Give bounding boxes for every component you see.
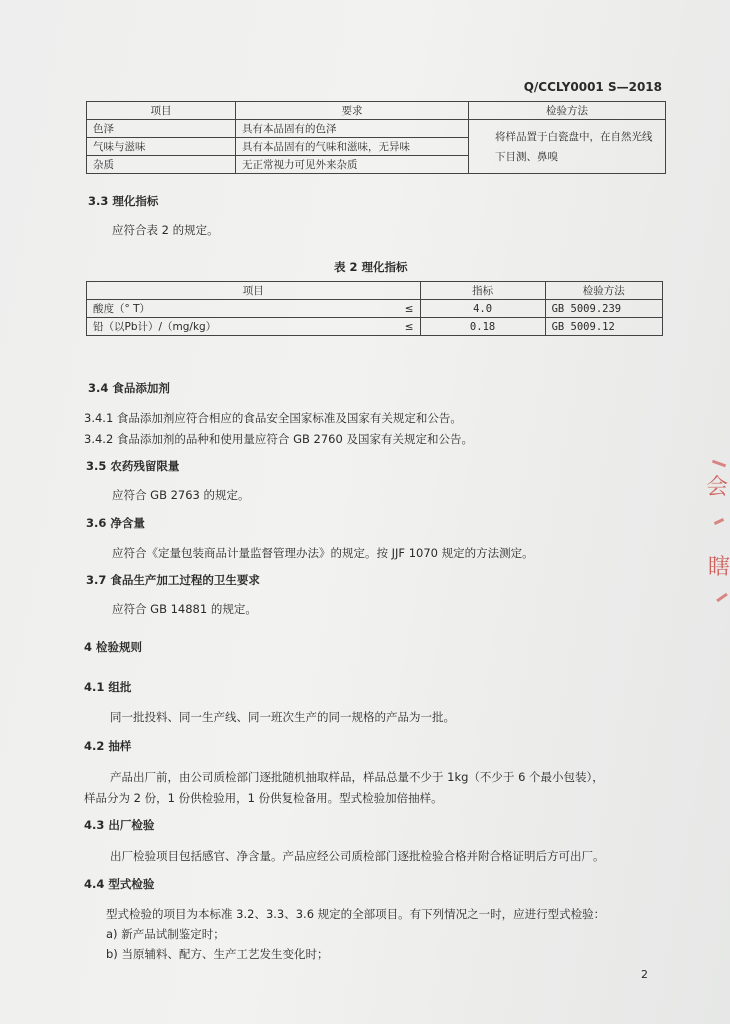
cell-requirement: 具有本品固有的色泽 [236, 120, 469, 138]
cell-item: 气味与滋味 [87, 138, 236, 156]
section-heading: 3.3 理化指标 [88, 194, 159, 208]
col-header-requirement: 要求 [236, 102, 469, 120]
cell-limit: 4.0 [420, 300, 545, 318]
table-title: 表 2 理化指标 [334, 260, 408, 274]
cell-method: 将样品置于白瓷盘中，在自然光线下目测、鼻嗅 [469, 120, 666, 174]
paragraph: 同一批投料、同一生产线、同一班次生产的同一规格的产品为一批。 [110, 710, 455, 724]
section-heading: 3.4 食品添加剂 [88, 381, 170, 395]
col-header-item: 项目 [87, 102, 236, 120]
stamp-char: 会 [706, 475, 729, 500]
col-header-method: 检验方法 [545, 282, 662, 300]
paragraph: 产品出厂前，由公司质检部门逐批随机抽取样品，样品总量不少于 1kg（不少于 6 个最小包装）， [110, 770, 604, 784]
section-heading: 4.2 抽样 [84, 739, 132, 753]
section-heading: 4.4 型式检验 [84, 877, 155, 891]
section-heading: 4 检验规则 [84, 640, 143, 654]
cell-item: 铅（以Pb计）/（mg/kg） [87, 318, 392, 336]
cell-method: GB 5009.12 [545, 318, 662, 336]
stamp-mark [712, 460, 726, 468]
paragraph: 型式检验的项目为本标准 3.2、3.3、3.6 规定的全部项目。有下列情况之一时，应进行型式检验： [106, 907, 606, 921]
paragraph: 出厂检验项目包括感官、净含量。产品应经公司质检部门逐批检验合格并附合格证明后方可出厂。 [110, 849, 605, 863]
cell-requirement: 无正常视力可见外来杂质 [236, 156, 469, 174]
col-header-method: 检验方法 [469, 102, 666, 120]
cell-item: 杂质 [87, 156, 236, 174]
section-heading: 4.3 出厂检验 [84, 818, 155, 832]
col-header-item: 项目 [87, 282, 421, 300]
section-heading: 4.1 组批 [84, 680, 132, 694]
stamp-mark [714, 518, 724, 525]
paragraph: 应符合 GB 2763 的规定。 [112, 488, 250, 502]
paragraph: 样品分为 2 份，1 份供检验用，1 份供复检备用。型式检验加倍抽样。 [84, 791, 443, 805]
physicochemical-table [86, 281, 663, 336]
section-heading: 3.7 食品生产加工过程的卫生要求 [86, 573, 260, 587]
paragraph: 应符合《定量包装商品计量监督管理办法》的规定。按 JJF 1070 规定的方法测定。 [112, 546, 534, 560]
paragraph: 应符合表 2 的规定。 [112, 223, 219, 237]
paragraph: 应符合 GB 14881 的规定。 [112, 602, 257, 616]
list-item: b) 当原辅料、配方、生产工艺发生变化时； [106, 947, 329, 961]
cell-item: 色泽 [87, 120, 236, 138]
cell-symbol: ≤ [392, 300, 421, 318]
list-item: a) 新产品试制鉴定时； [106, 927, 225, 941]
paragraph: 3.4.2 食品添加剂的品种和使用量应符合 GB 2760 及国家有关规定和公告。 [84, 432, 473, 446]
sensory-table [86, 101, 666, 174]
section-heading: 3.5 农药残留限量 [86, 459, 180, 473]
standard-code: Q/CCLY0001 S—2018 [523, 80, 662, 94]
col-header-limit: 指标 [420, 282, 545, 300]
paragraph: 3.4.1 食品添加剂应符合相应的食品安全国家标准及国家有关规定和公告。 [84, 411, 462, 425]
stamp-char: 瞎 [708, 555, 730, 580]
stamp-mark [716, 593, 728, 602]
section-heading: 3.6 净含量 [86, 516, 145, 530]
cell-symbol: ≤ [392, 318, 421, 336]
cell-item: 酸度（° T） [87, 300, 392, 318]
cell-limit: 0.18 [420, 318, 545, 336]
page-number: 2 [641, 968, 648, 981]
cell-requirement: 具有本品固有的气味和滋味，无异味 [236, 138, 469, 156]
cell-method: GB 5009.239 [545, 300, 662, 318]
